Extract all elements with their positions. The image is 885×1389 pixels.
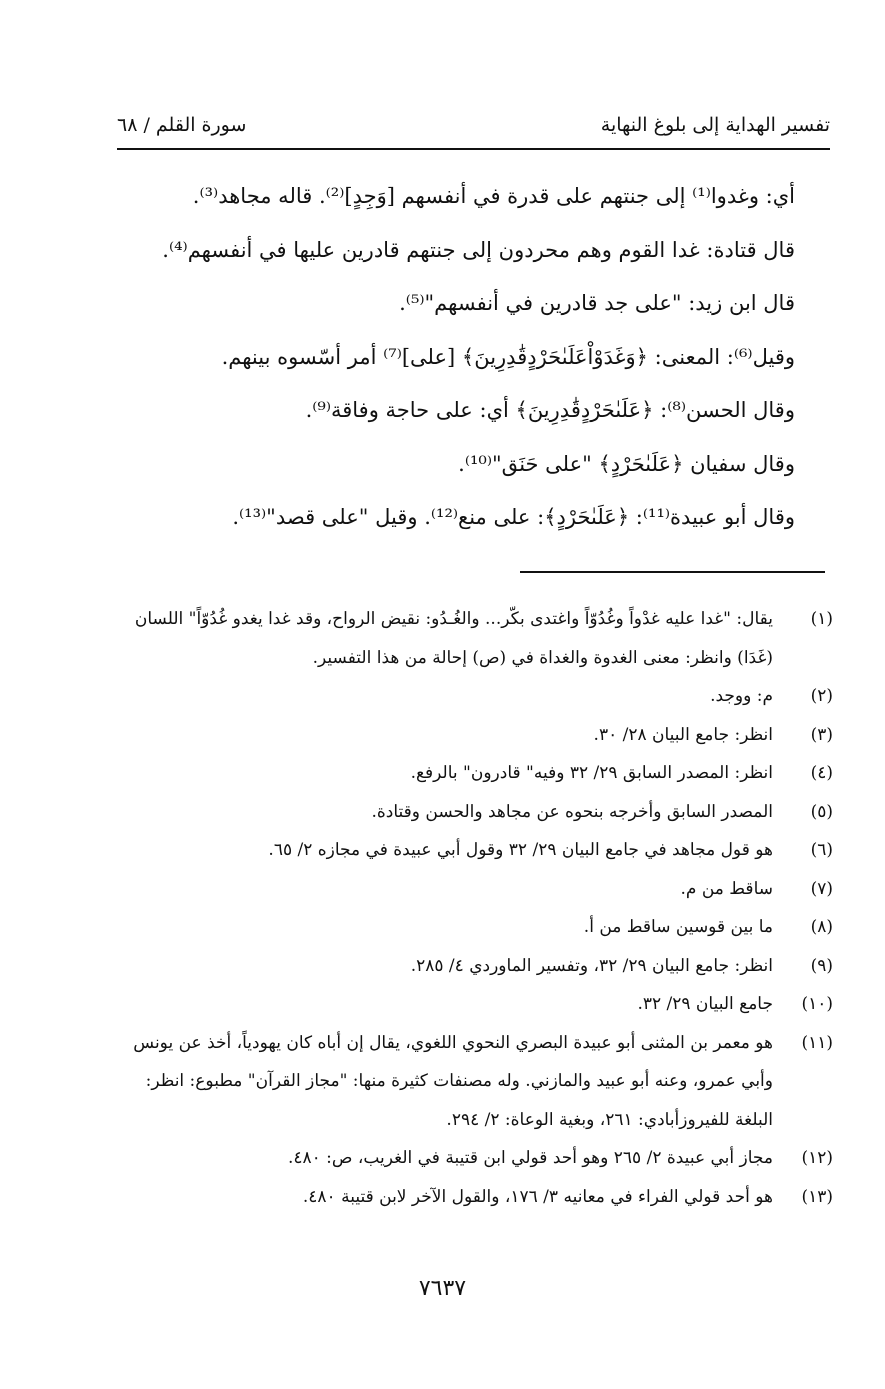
footnote-number: (١٠): [801, 994, 833, 1014]
footnote-number: (٥): [810, 801, 833, 822]
footnote: [108, 716, 833, 755]
footnote-text: جامع البيان ٢٩/ ٣٢.: [637, 994, 773, 1014]
text-line: وقال سفيان ﴿عَلَىٰحَرْدٍ﴾ "على حَنَق"⁽¹⁰⁾.: [458, 451, 795, 476]
footnotes: [108, 600, 833, 1216]
footnote-number: (١٣): [801, 1186, 833, 1207]
footnote-text: هو أحد قولي الفراء في معانيه ٣/ ١٧٦، والقول الآخر لابن قتيبة ٤٨٠.: [302, 1186, 773, 1207]
footnote-text: انظر: جامع البيان ٢٩/ ٣٢، وتفسير الماوردي ٤/ ٢٨٥.: [410, 955, 773, 976]
footnote-number: (٢): [810, 686, 833, 706]
footnote-number: (١): [810, 609, 833, 629]
footnote: [108, 1178, 833, 1217]
footnote-number: (٧): [810, 878, 833, 899]
footnote-number: (٦): [810, 840, 833, 860]
main-text: [150, 172, 795, 547]
footnote-text: المصدر السابق وأخرجه بنحوه عن مجاهد والحسن وقتادة.: [371, 801, 773, 822]
footnote-number: (٩): [810, 955, 833, 976]
footnote-text: هو قول مجاهد في جامع البيان ٢٩/ ٣٢ وقول أبي عبيدة في مجازه ٢/ ٦٥.: [268, 840, 773, 860]
text-line: أي: وغدوا⁽¹⁾ إلى جنتهم على قدرة في أنفسهم [وَجِدٍ]⁽²⁾. قاله مجاهد⁽³⁾.: [192, 184, 795, 208]
footnote-text: ساقط من م.: [680, 878, 773, 899]
text-line: قال ابن زيد: "على جد قادرين في أنفسهم"⁽⁵⁾.: [399, 291, 795, 315]
text-line: وقال الحسن⁽⁸⁾: ﴿عَلَىٰحَرْدٍقَٰدِرِينَ﴾ أي: على حاجة وفاقة⁽⁹⁾.: [305, 398, 795, 422]
text-line: قال قتادة: غدا القوم وهم محردون إلى جنتهم قادرين عليها في أنفسهم⁽⁴⁾.: [162, 237, 795, 262]
footnote: [108, 793, 833, 832]
footnote-text: هو معمر بن المثنى أبو عبيدة البصري النحوي اللغوي، يقال إن أباه كان يهودياً، أخذ عن يونس وأبي عمرو، وعنه أبو عبيد والمازني. وله مصنفات كثيرة منها: "مجاز القرآن" مطبوع: انظر: البلغة للفيروزأبادي: ٢٦١، وبغية الوعاة: ٢/ ٢٩٤.: [133, 1032, 773, 1130]
footnote-number: (١١): [801, 1032, 833, 1053]
footnote-text: مجاز أبي عبيدة ٢/ ٢٦٥ وهو أحد قولي ابن قتيبة في الغريب، ص: ٤٨٠.: [287, 1148, 773, 1168]
text-line: وقال أبو عبيدة⁽¹¹⁾: ﴿عَلَىٰحَرْدٍ﴾: على منع⁽¹²⁾. وقيل "على قصد"⁽¹³⁾.: [232, 505, 795, 529]
footnote-number: (٣): [810, 724, 833, 745]
footnote-text: انظر: المصدر السابق ٢٩/ ٣٢ وفيه" قادرون" بالرفع.: [410, 763, 773, 783]
footnote: [108, 870, 833, 909]
footnote: [108, 985, 833, 1024]
footnote-text: ما بين قوسين ساقط من أ.: [583, 917, 773, 937]
page-number: ٧٦٣٧: [418, 1276, 467, 1301]
footnote-divider: [520, 571, 825, 573]
footnote-text: م: ووجد.: [710, 686, 773, 706]
footnote: [108, 600, 833, 677]
header-divider: [117, 148, 830, 150]
surah-page-label: سورة القلم / ٦٨: [117, 114, 247, 136]
footnote-number: (٨): [810, 917, 833, 937]
footnote: [108, 754, 833, 793]
footnote-text: انظر: جامع البيان ٢٨/ ٣٠.: [593, 724, 773, 745]
footnote: [108, 831, 833, 870]
footnote: [108, 1024, 833, 1140]
footnote: [108, 677, 833, 716]
footnote-number: (٤): [810, 763, 833, 783]
footnote: [108, 908, 833, 947]
footnote-number: (١٢): [801, 1148, 833, 1168]
footnote-text: يقال: "غدا عليه غدْواً وغُدُوّاً واغتدى بكّر... والغُـدُو: نقيض الرواح، وقد غدا يغدو غُدُوّاً" اللسان (غَدَا) وانظر: معنى الغدوة والغداة في (ص) إحالة من هذا التفسير.: [134, 609, 773, 668]
book-title: تفسير الهداية إلى بلوغ النهاية: [600, 114, 830, 136]
text-line: وقيل⁽⁶⁾: المعنى: ﴿وَغَدَوْاْعَلَىٰحَرْدٍقَٰدِرِينَ﴾ [على]⁽⁷⁾ أمر أسّسوه بينهم.: [221, 344, 795, 369]
footnote: [108, 947, 833, 986]
footnote: [108, 1139, 833, 1178]
running-header: [117, 108, 830, 142]
